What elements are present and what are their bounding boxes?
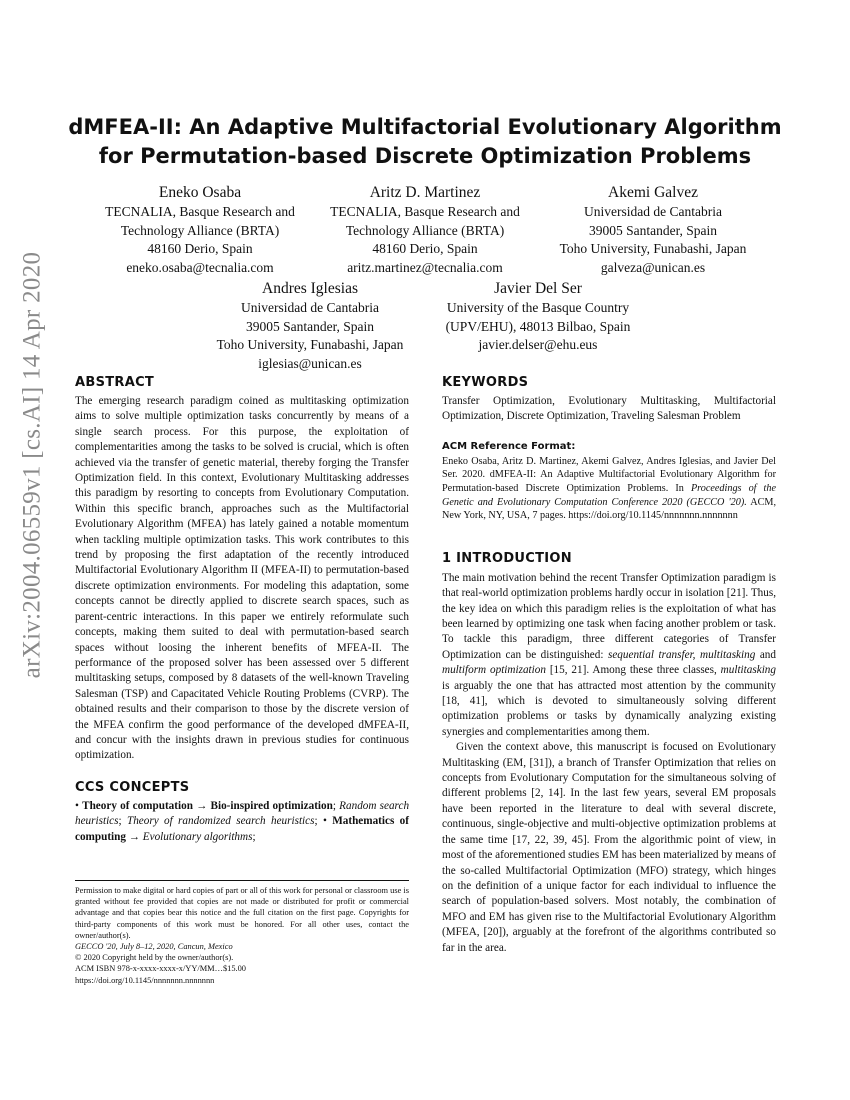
author-affiliation: Technology Alliance (BRTA) (120, 222, 280, 238)
intro-paragraph-2: Given the context above, this manuscript is focused on Evolutionary Multitasking (EM, [31]), a branch of Transfer Optimization that relies on concepts from Evolutionary Computation for the simultaneous solving of different problems [2, 14]. In the last few years, several EM proposals have been reported in the literature to deal with several discrete, continuous, single-objective and multi-objective optimization problems at the same time [17, 22, 39, 45]. From the algorithmic point of view, in most of the aforementioned studies EM has been materialized by means of the so-called Multifactorial Optimization (MFO) strategy, which hinges on the definition of a unique factor for each individual to influence the search of population-based solvers. Most notably, the combination of MFO and EM has given rise to the Multifactorial Evolutionary Algorithm (MFEA, [20]), arguably at the forefront of the algorithms contributed so far in the area. (442, 741, 776, 954)
ccs-term: Bio-inspired optimization (210, 799, 333, 812)
permission-text: Permission to make digital or hard copies of part or all of this work for personal or classroom use is granted without fee provided that copies are not made or distributed for profit or commercial advantage and that copies bear this notice and the full citation on the first page. Copyrights for third-party components of this work must be honored. For all other uses, contact the owner/author(s). (75, 886, 409, 940)
title-line-1: dMFEA-II: An Adaptive Multifactorial Evolutionary Algorithm (68, 115, 782, 139)
ccs-bullet: • (322, 815, 327, 828)
title-line-2: for Permutation-based Discrete Optimization Problems (98, 144, 752, 168)
author-affiliation: University of the Basque Country (446, 300, 630, 315)
author-address: (UPV/EHU), 48013 Bilbao, Spain (445, 318, 631, 334)
keywords-heading: KEYWORDS (442, 375, 529, 390)
ccs-separator: ; (314, 815, 323, 828)
introduction-heading: 1 INTRODUCTION (442, 550, 572, 566)
author-email: galveza@unican.es (600, 259, 706, 275)
ccs-separator: ; (252, 830, 256, 843)
author-address: 48160 Derio, Spain (372, 241, 478, 256)
author-affiliation: Universidad de Cantabria (241, 300, 379, 315)
author-email: aritz.martinez@tecnalia.com (347, 259, 503, 275)
author-name: Aritz D. Martinez (369, 184, 481, 201)
ccs-term: Random search heuristics (75, 799, 410, 828)
author-affiliation: Toho University, Funabashi, Japan (559, 241, 747, 256)
permission-footnote (75, 880, 409, 986)
conference-info: GECCO '20, July 8–12, 2020, Cancun, Mexico (75, 942, 233, 952)
author-address: 48160 Derio, Spain (147, 241, 253, 256)
intro-emphasis: sequential transfer, multitasking (607, 648, 756, 661)
author-email: iglesias@unican.es (258, 355, 362, 371)
acm-reference-tail: ACM, New York, NY, USA, 7 pages. https://doi.org/10.1145/nnnnnnn.nnnnnnn (442, 496, 776, 522)
author-name: Eneko Osaba (158, 184, 242, 201)
copyright-line: © 2020 Copyright held by the owner/author(s). (75, 953, 234, 963)
author-block-martinez (315, 182, 535, 277)
ccs-term: Evolutionary algorithms (142, 830, 253, 843)
arxiv-identifier: arXiv:2004.06559v1 [cs.AI] 14 Apr 2020 (18, 251, 45, 679)
author-address: 39005 Santander, Spain (588, 222, 718, 238)
acm-reference-authors: Eneko Osaba, Aritz D. Martinez, Akemi Galvez, Andres Iglesias, and Javier Del Ser. 2020. dMFEA-II: An Adaptive Multifactorial Evolutionary Algorithm for Permutation-based Discrete Optimization Problems. In (442, 455, 776, 494)
acm-reference-text (442, 455, 776, 523)
abstract-heading: ABSTRACT (75, 375, 155, 390)
author-block-iglesias (200, 278, 420, 373)
author-affiliation: TECNALIA, Basque Research and (330, 204, 520, 219)
author-email: eneko.osaba@tecnalia.com (126, 259, 274, 275)
author-block-osaba (90, 182, 310, 277)
ccs-bullet: • (75, 799, 79, 812)
ccs-term: Theory of computation (82, 799, 193, 812)
intro-text: The main motivation behind the recent Transfer Optimization paradigm is that real-world optimization problems hardly occur in isolation [21]. Thus, the key idea on which this paradigm relies is the exploitation of what has been learned by optimizing one task when facing another problem or task. To tackle this paradigm, three different categories of Transfer Optimization can be distinguished: (442, 571, 776, 661)
author-name: Andres Iglesias (262, 280, 358, 297)
ccs-arrow: → (128, 830, 140, 843)
author-affiliation: Technology Alliance (BRTA) (345, 222, 505, 238)
author-block-galvez (543, 182, 763, 277)
isbn-line: ACM ISBN 978-x-xxxx-xxxx-x/YY/MM…$15.00 (75, 964, 246, 974)
author-name: Akemi Galvez (608, 184, 698, 201)
author-affiliation: Toho University, Funabashi, Japan (216, 337, 404, 352)
left-column (75, 375, 409, 845)
doi-link[interactable]: https://doi.org/10.1145/nnnnnnn.nnnnnnn (75, 975, 215, 985)
author-affiliation: Universidad de Cantabria (584, 204, 722, 219)
ccs-separator: ; (332, 799, 340, 812)
author-affiliation: TECNALIA, Basque Research and (105, 204, 295, 219)
ccs-arrow: → (196, 799, 208, 812)
paper-title (60, 113, 790, 171)
intro-paragraph-1 (442, 571, 776, 740)
acm-reference-proceedings: Proceedings of the Genetic and Evolutionary Computation Conference 2020 (GECCO '20). (442, 483, 777, 508)
author-name: Javier Del Ser (494, 280, 582, 297)
author-email: javier.delser@ehu.eus (478, 337, 598, 352)
intro-text: and (755, 648, 776, 661)
arxiv-stamp (14, 251, 50, 679)
right-column (442, 375, 776, 956)
abstract-text: The emerging research paradigm coined as multitasking optimization aims to solve multiple optimization tasks concurrently by means of a single search process. For this purpose, the exploitation of complementarities among the tasks to be solved is crucial, which is often achieved via the transfer of genetic material, thereby forging the Transfer Optimization field. In this context, Evolutionary Multitasking addresses this paradigm by resorting to concepts from Evolutionary Computation. Within this specific branch, approaches such as the Multifactorial Evolutionary Algorithm (MFEA) has lately gained a notable momentum when tackling multiple optimization tasks. This work contributes to this trend by proposing the first adaptation of the recently introduced Multifactorial Evolutionary Algorithm II (MFEA-II) to permutation-based discrete optimization environments. For modeling this adaptation, some concepts cannot be directly applied to discrete search spaces, such as parent-centric interactions. In this paper we entirely reformulate such concepts, making them suited to deal with permutation-based search spaces without loosing the inherent benefits of MFEA-II. The performance of the proposed solver has been assessed over 5 different multitasking setups, composed by 8 datasets of the well-known Traveling Salesman (TSP) and Capacitated Vehicle Routing Problems (CVRP). The obtained results and their comparison to those by the discrete version of the MFEA confirm the good performance of the developed dMFEA-II, and concur with the insights drawn in previous studies for continuous optimization. (75, 395, 409, 762)
intro-text: is arguably the one that has attracted most attention by the community [18, 41], which is devoted to simultaneously solving different optimization problems or tasks by dynamically analyzing existing synergies and complementarities among them. (442, 679, 776, 738)
intro-emphasis: multiform optimization (442, 664, 546, 677)
ccs-heading: CCS CONCEPTS (75, 779, 190, 795)
author-address: 39005 Santander, Spain (245, 318, 375, 334)
author-block-delser (428, 278, 648, 355)
acm-reference-heading: ACM Reference Format: (442, 440, 576, 452)
intro-text: [15, 21]. Among these three classes, (545, 664, 721, 677)
keywords-text: Transfer Optimization, Evolutionary Multitasking, Multifactorial Optimization, Discrete Optimization, Traveling Salesman Problem (442, 395, 776, 423)
ccs-separator: ; (118, 815, 127, 828)
ccs-term: Mathematics of computing (75, 815, 409, 843)
ccs-term: Theory of randomized search heuristics (126, 815, 315, 828)
ccs-concepts (75, 799, 409, 845)
intro-emphasis: multitasking (720, 664, 776, 677)
